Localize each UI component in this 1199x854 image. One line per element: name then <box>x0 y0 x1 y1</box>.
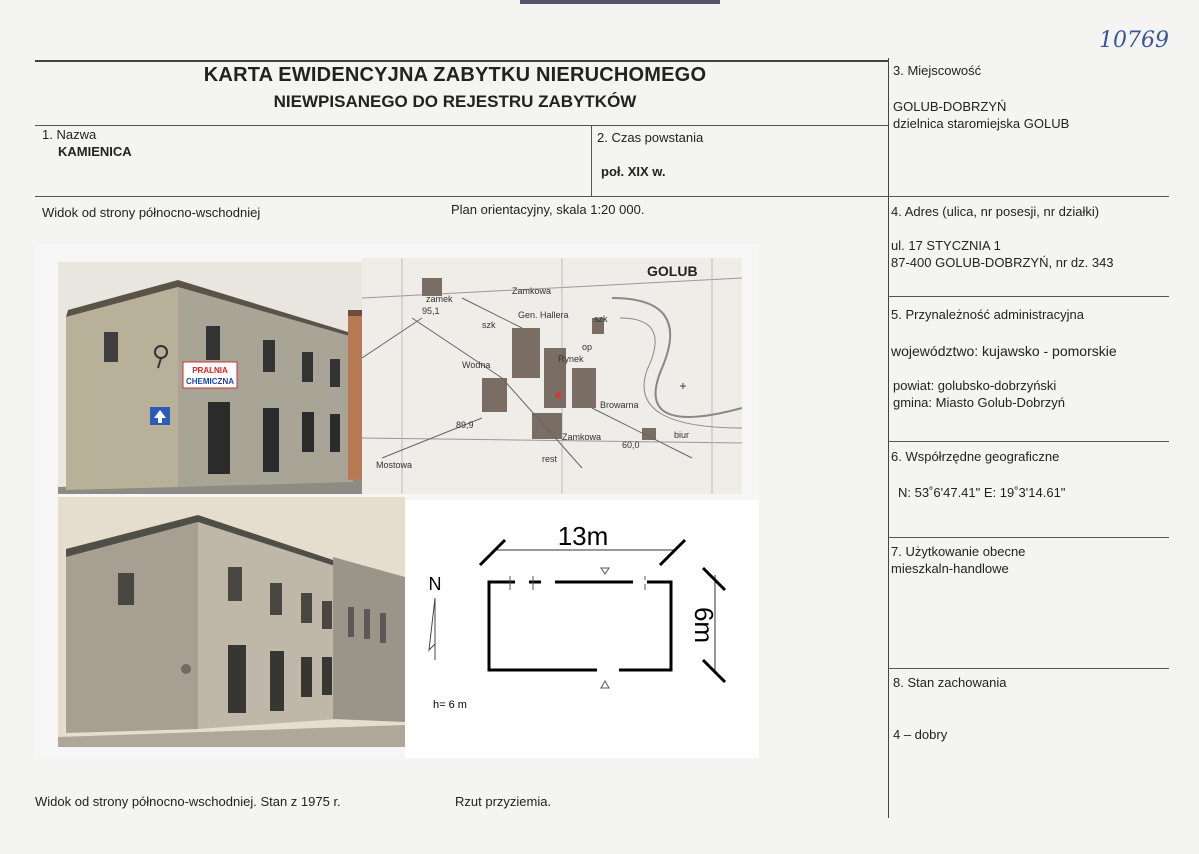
admin-label: 5. Przynależność administracyjna <box>891 307 1084 322</box>
card-title: KARTA EWIDENCYJNA ZABYTKU NIERUCHOMEGO <box>203 64 707 86</box>
map-label: Zamkowa <box>562 432 602 442</box>
admin-powiat: powiat: golubsko-dobrzyński <box>893 378 1057 393</box>
sign-text-1: PRALNIA <box>192 366 228 375</box>
usage-value: mieszkaln-handlowe <box>891 561 1009 576</box>
orientation-map-drawing <box>362 258 742 494</box>
width-label: 13m <box>557 521 609 551</box>
map-label: 60,0 <box>622 440 640 450</box>
north-label: N <box>428 574 442 594</box>
coords-rule <box>888 537 1169 538</box>
height-label: h= 6 m <box>433 699 467 711</box>
map-label: szk <box>594 314 608 324</box>
place-label: 3. Miejscowość <box>893 63 982 78</box>
time-label: 2. Czas powstania <box>597 130 704 145</box>
map-label: Mostowa <box>376 460 413 470</box>
name-value: KAMIENICA <box>58 144 132 159</box>
floor-plan <box>405 500 759 758</box>
map-label: 89,9 <box>456 420 474 430</box>
map-label: Wodna <box>462 360 491 370</box>
map-label: op <box>582 342 593 352</box>
address-city: 87-400 GOLUB-DOBRZYŃ, nr dz. 343 <box>891 255 1114 270</box>
address-street: ul. 17 STYCZNIA 1 <box>891 238 1001 253</box>
caption-plan-top: Plan orientacyjny, skala 1:20 000. <box>451 202 645 217</box>
photo-current <box>58 262 405 494</box>
name-label: 1. Nazwa <box>42 127 97 142</box>
catalog-number: 10769 <box>1099 28 1169 53</box>
map-label: rest <box>542 454 558 464</box>
depth-label: 6m <box>689 606 719 644</box>
map-label: 95,1 <box>422 306 440 316</box>
caption-view-bottom: Widok od strony północno-wschodniej. Stan z 1975 r. <box>35 794 341 809</box>
name-time-divider <box>591 125 592 197</box>
map-label: Gen. Hallera <box>518 310 569 320</box>
map-label: biur <box>674 430 690 440</box>
scan-edge <box>520 0 720 4</box>
admin-voivodeship: województwo: kujawsko - pomorskie <box>891 343 1117 359</box>
orientation-map <box>362 258 742 494</box>
coords-value: N: 53˚6'47.41" E: 19˚3'14.61" <box>898 485 1066 500</box>
place-district: dzielnica staromiejska GOLUB <box>893 116 1070 131</box>
right-column-divider <box>888 58 889 818</box>
title-rule <box>35 125 888 126</box>
photo-historical-drawing <box>58 497 405 747</box>
admin-rule <box>888 441 1169 442</box>
map-label: Browarna <box>600 400 639 410</box>
place-value: GOLUB-DOBRZYŃ <box>893 99 1007 114</box>
usage-rule <box>888 668 1169 669</box>
caption-view-top: Widok od strony północno-wschodniej <box>42 205 261 220</box>
state-label: 8. Stan zachowania <box>893 675 1007 690</box>
photo-current-drawing <box>58 262 405 494</box>
coords-label: 6. Współrzędne geograficzne <box>891 449 1060 464</box>
map-label: Rynek <box>558 354 584 364</box>
sign-text-2: CHEMICZNA <box>186 377 234 386</box>
usage-label: 7. Użytkowanie obecne <box>891 544 1026 559</box>
admin-gmina: gmina: Miasto Golub-Dobrzyń <box>893 395 1065 410</box>
caption-plan-bottom: Rzut przyziemia. <box>455 794 552 809</box>
card-subtitle: NIEWPISANEGO DO REJESTRU ZABYTKÓW <box>273 92 637 111</box>
time-value: poł. XIX w. <box>601 164 666 179</box>
address-rule <box>888 296 1169 297</box>
map-label: Zamkowa <box>512 286 552 296</box>
fields-rule <box>35 196 1169 197</box>
address-label: 4. Adres (ulica, nr posesji, nr działki) <box>891 204 1100 219</box>
photo-historical <box>58 497 405 747</box>
map-label: zamek <box>426 294 453 304</box>
map-town-label: GOLUB <box>647 263 698 279</box>
map-label: szk <box>482 320 496 330</box>
state-value: 4 – dobry <box>893 727 948 742</box>
top-rule <box>35 60 888 62</box>
